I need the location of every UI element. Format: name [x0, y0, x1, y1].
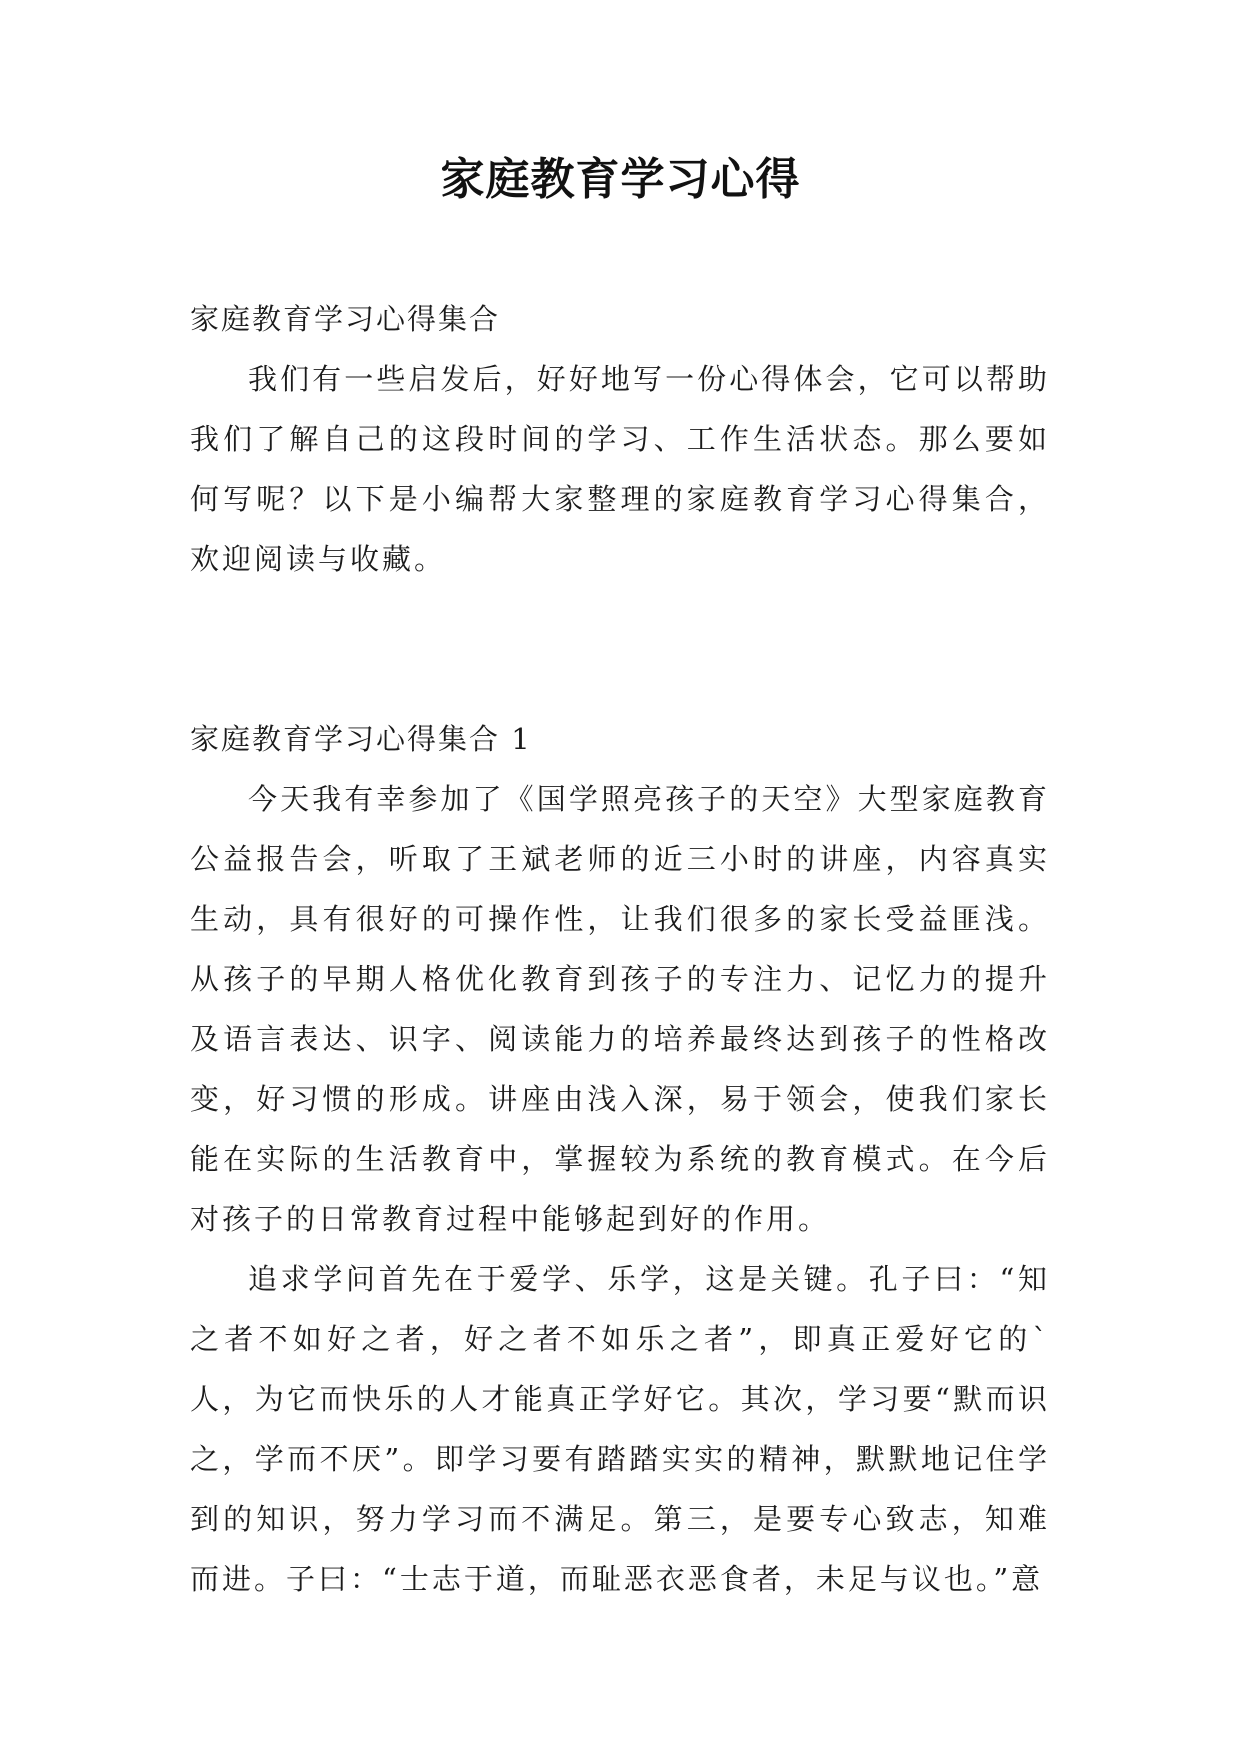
intro-paragraph: 我们有一些启发后，好好地写一份心得体会，它可以帮助我们了解自己的这段时间的学习、工作生活状态。那么要如何写呢？以下是小编帮大家整理的家庭教育学习心得集合，欢迎阅读与收藏。 [190, 362, 1050, 576]
section-1-paragraph-2: 追求学问首先在于爱学、乐学，这是关键。孔子曰：“知之者不如好之者，好之者不如乐之者”，即真正爱好它的`人，为它而快乐的人才能真正学好它。其次，学习要“默而识之，学而不厌”。即学习要有踏踏实实的精神，默默地记住学到的知识，努力学习而不满足。第三，是要专心致志，知难而进。子曰：“士志于道，而耻恶衣恶食者，未足与议也。”意 [190, 1262, 1050, 1596]
document-body [190, 289, 1050, 1609]
section-gap [190, 589, 1050, 709]
section-heading-intro: 家庭教育学习心得集合 [190, 302, 501, 336]
section-1-paragraph-1: 今天我有幸参加了《国学照亮孩子的天空》大型家庭教育公益报告会，听取了王斌老师的近三小时的讲座，内容真实生动，具有很好的可操作性，让我们很多的家长受益匪浅。从孩子的早期人格优化教育到孩子的专注力、记忆力的提升及语言表达、识字、阅读能力的培养最终达到孩子的性格改变，好习惯的形成。讲座由浅入深，易于领会，使我们家长能在实际的生活教育中，掌握较为系统的教育模式。在今后对孩子的日常教育过程中能够起到好的作用。 [190, 782, 1050, 1236]
document-title: 家庭教育学习心得 [440, 154, 801, 205]
section-heading-1: 家庭教育学习心得集合 1 [190, 722, 532, 756]
